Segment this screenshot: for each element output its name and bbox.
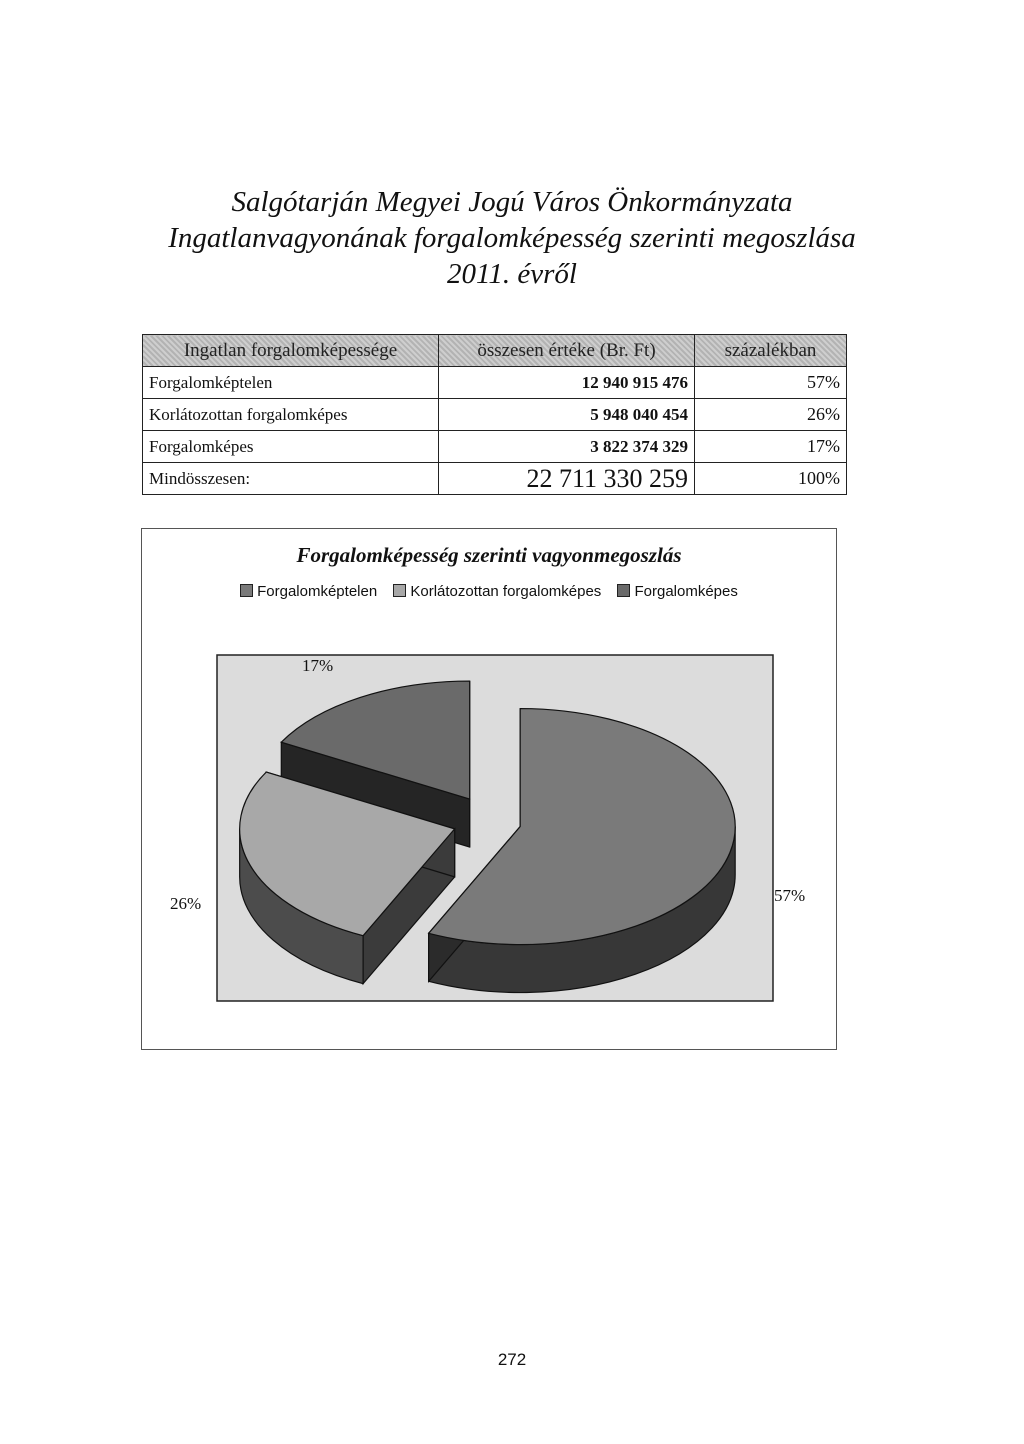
table-row: [143, 431, 847, 463]
total-percent: 100%: [695, 463, 847, 495]
title-line-3: 2011. évről: [447, 258, 577, 290]
row-value: 5 948 040 454: [439, 399, 695, 431]
data-label: 17%: [302, 656, 334, 675]
row-percent: 17%: [695, 431, 847, 463]
data-label: 57%: [774, 886, 806, 905]
row-value: 3 822 374 329: [439, 431, 695, 463]
legend-label: Forgalomképtelen: [257, 583, 378, 600]
row-percent: 26%: [695, 399, 847, 431]
total-label: Mindösszesen:: [143, 463, 439, 495]
total-value: 22 711 330 259: [439, 463, 695, 495]
table-row: [143, 367, 847, 399]
header-percent: százalékban: [695, 335, 847, 367]
title-line-1: Salgótarján Megyei Jogú Város Önkormányzata: [231, 186, 793, 218]
header-category: Ingatlan forgalomképessége: [143, 335, 439, 367]
pie-chart: [142, 529, 836, 1049]
row-label: Forgalomképtelen: [143, 367, 439, 399]
legend-label: Korlátozottan forgalomképes: [410, 583, 602, 600]
document-title: [0, 184, 1024, 292]
row-label: Forgalomképes: [143, 431, 439, 463]
pie-chart-container: [141, 528, 837, 1050]
title-line-2: Ingatlanvagyonának forgalomképesség szerinti megoszlása: [168, 222, 856, 254]
header-value: összesen értéke (Br. Ft): [439, 335, 695, 367]
chart-title: Forgalomképesség szerinti vagyonmegoszlás: [296, 543, 682, 567]
row-percent: 57%: [695, 367, 847, 399]
data-label: 26%: [170, 894, 202, 913]
row-label: Korlátozottan forgalomképes: [143, 399, 439, 431]
table-header-row: [143, 335, 847, 367]
property-table: [142, 334, 847, 495]
row-value: 12 940 915 476: [439, 367, 695, 399]
page-number: 272: [497, 1350, 527, 1369]
table-row: [143, 399, 847, 431]
table-total-row: [143, 463, 847, 495]
legend-label: Forgalomképes: [634, 583, 738, 600]
